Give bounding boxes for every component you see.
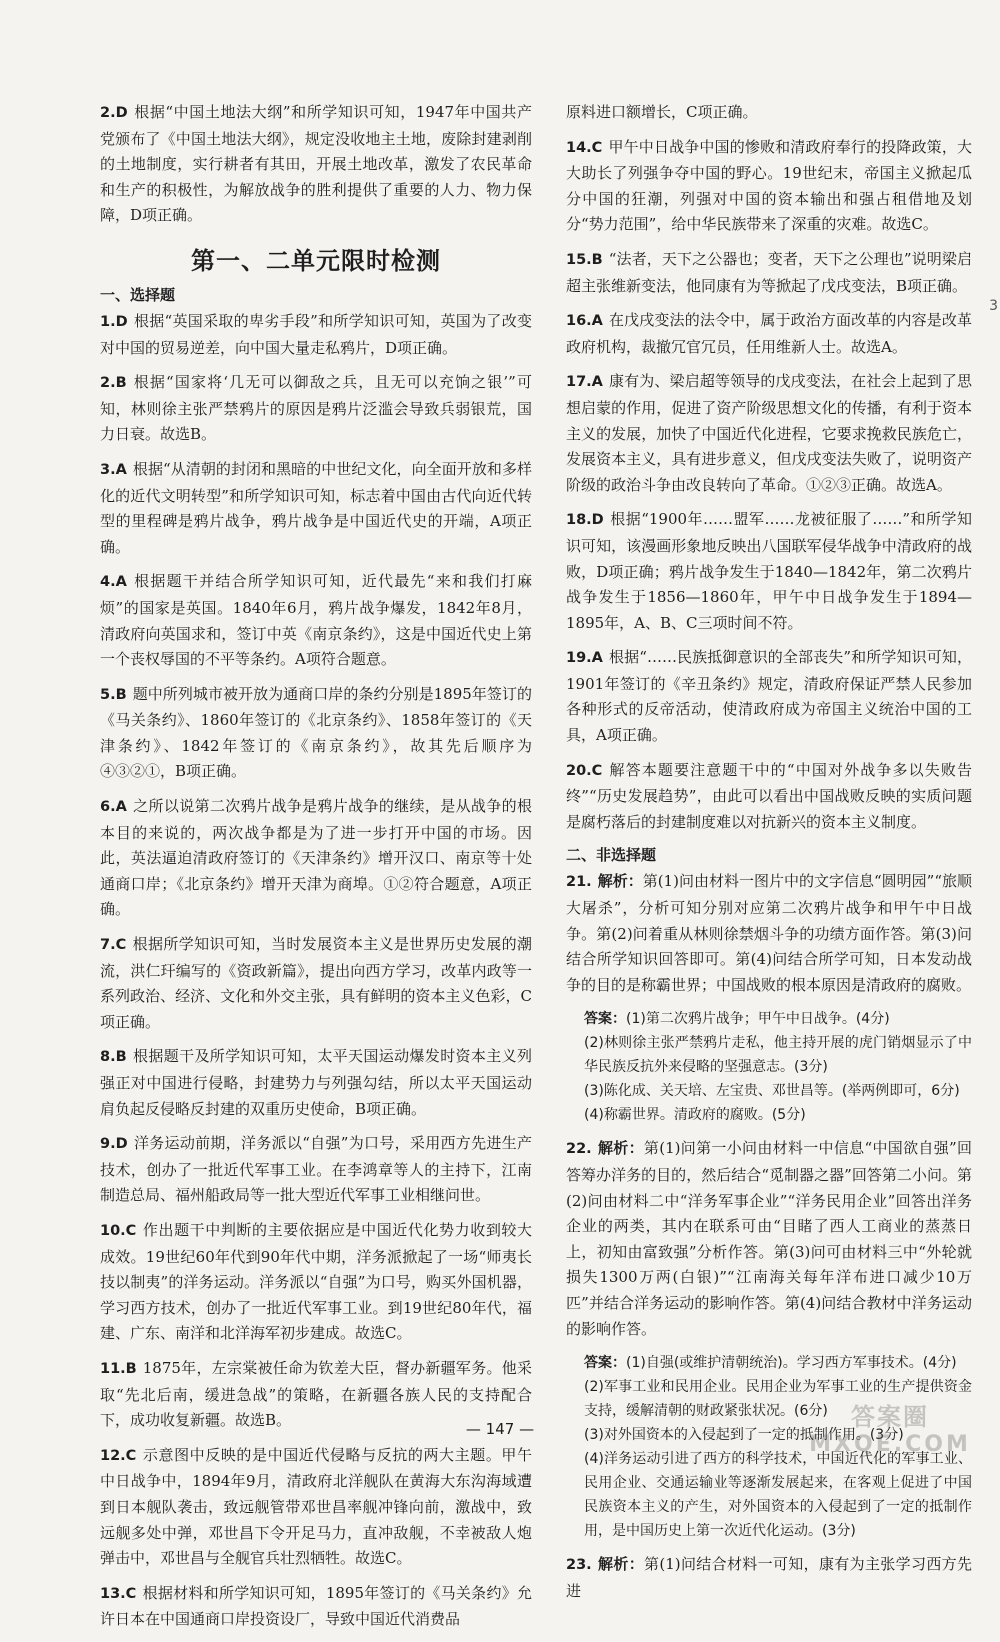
answer-item: 14.C 甲午中日战争中国的惨败和清政府奉行的投降政策，大大助长了列强争夺中国的野心。19世纪末，帝国主义掀起瓜分中国的狂潮，列强对中国的资本输出和强占租借地及划分“势力范围”，给中华民族带来了深重的灾难。故选C。 (566, 137, 972, 234)
answer-item: 8.B 根据题干及所学知识可知，太平天国运动爆发时资本主义列强正对中国进行侵略，封建势力与列强勾结，所以太平天国运动肩负起反侵略反封建的双重历史使命，B项正确。 (100, 1047, 532, 1118)
answer-item: 1.D 根据“英国采取的卑劣手段”和所学知识可知，英国为了改变对中国的贸易逆差，向中国大量走私鸦片，D项正确。 (100, 311, 532, 357)
answer-item: 11.B 1875年，左宗棠被任命为钦差大臣，督办新疆军务。他采取“先北后南，缓进急战”的策略，在新疆各族人民的支持配合下，成功收复新疆。故选B。 (100, 1358, 532, 1430)
question-22-answer: (2)军事工业和民用企业。民用企业为军事工业的生产提供资金支持，缓解清朝的财政紧张状况。(6分) (584, 1379, 972, 1420)
watermark-logo: 答案圈 MXQE.COM (809, 1403, 971, 1457)
page-number: — 147 — (465, 1420, 535, 1438)
right-column (566, 100, 972, 1613)
continued-text: 原料进口额增长，C项正确。 (566, 103, 758, 121)
answer-item: 9.D 洋务运动前期，洋务派以“自强”为口号，采用西方先进生产技术，创办了一批近代军事工业。在李鸿章等人的主持下，江南制造总局、福州船政局等一批大型近代军事工业相继问世。 (100, 1134, 532, 1205)
answer-item: 16.A 在戊戌变法的法令中，属于政治方面改革的内容是改革政府机构，裁撤冗官冗员，任用维新人士。故选A。 (566, 311, 972, 356)
question-22-analysis: 22. 解析：第(1)问第一小问由材料一中信息“中国欲自强”回答筹办洋务的目的，然后结合“觅制器之器”回答第二小问。第(2)问由材料二中“洋务军事企业”“洋务民用企业”回答出洋务企业的两类，其内在联系可由“目睹了西人工商业的蒸蒸日上，初知由富致强”分析作答。第(3)问可由材料三中“外轮就损失1300万两(白银)”“江南海关每年洋布进口减少10万匹”并结合洋务运动的影响作答。第(4)问结合教材中洋务运动的影响作答。 (566, 1139, 972, 1338)
question-21-answer: (3)陈化成、关天培、左宝贵、邓世昌等。(举两例即可，6分) (584, 1083, 960, 1100)
question-22-answer: (4)洋务运动引进了西方的科学技术，中国近代化的军事工业、民用企业、交通运输业等逐渐发展起来，在客观上促进了中国民族资本主义的产生，对外国资本的入侵起到了一定的抵制作用，是中国历史上第一次近代化运动。(3分) (584, 1451, 972, 1540)
question-22-answer: 答案：(1)自强(或维护清朝统治)。学习西方军事技术。(4分) (584, 1355, 957, 1372)
answer-item: 2.B 根据“国家将‘几无可以御敌之兵，且无可以充饷之银’”可知，林则徐主张严禁鸦片的原因是鸦片泛滥会导致兵弱银荒，国力日衰。故选B。 (100, 373, 532, 444)
answer-item: 13.C 根据材料和所学知识可知，1895年签订的《马关条约》允许日本在中国通商口岸投资设厂，导致中国近代消费品 (100, 1583, 532, 1629)
answer-item: 19.A 根据“……民族抵御意识的全部丧失”和所学知识可知，1901年签订的《辛丑条约》规定，清政府保证严禁人民参加各种形式的反帝活动，使清政府成为帝国主义统治中国的工具，A项正确。 (566, 648, 972, 745)
answer-item: 12.C 示意图中反映的是中国近代侵略与反抗的两大主题。甲午中日战争中，1894年9月，清政府北洋舰队在黄海大东沟海域遭到日本舰队袭击，致远舰管带邓世昌率舰冲锋向前，激战中，致远舰多处中弹，邓世昌下令开足马力，直冲敌舰，不幸被敌人炮弹击中，邓世昌与全舰官兵壮烈牺牲。故选C。 (100, 1445, 532, 1568)
section-heading-nonchoice: 二、非选择题 (566, 846, 657, 865)
question-23-analysis: 23. 解析：第(1)问结合材料一可知，康有为主张学习西方先进 (566, 1555, 972, 1600)
answer-item: 3.A 根据“从清朝的封闭和黑暗的中世纪文化，向全面开放和多样化的近代文明转型”和所学知识可知，标志着中国由古代向近代转型的里程碑是鸦片战争，鸦片战争是中国近代史的开端，A项正确。 (100, 459, 532, 556)
edge-mark: 3 (989, 298, 998, 314)
question-21-analysis: 21. 解析：第(1)问由材料一图片中的文字信息“圆明园”“旅顺大屠杀”，分析可知分别对应第二次鸦片战争和甲午中日战争。第(2)问着重从林则徐禁烟斗争的功绩方面作答。第(3)问结合所学知识回答即可。第(4)问结合所学可知，日本发动战争的目的是称霸世界；中国战败的根本原因是清政府的腐败。 (566, 872, 972, 994)
answer-item: 18.D 根据“1900年……盟军……龙被征服了……”和所学知识可知，该漫画形象地反映出八国联军侵华战争中清政府的战败，D项正确；鸦片战争发生于1840—1842年，第二次鸦片战争发生于1856—1860年，甲午中日战争发生于1894—1895年，A、B、C三项时间不符。 (566, 510, 972, 632)
question-21-answer: (2)林则徐主张严禁鸦片走私，他主持开展的虎门销烟显示了中华民族反抗外来侵略的坚强意志。(3分) (584, 1035, 972, 1076)
unit-test-title: 第一、二单元限时检测 (191, 246, 441, 275)
question-21-answer: 答案：(1)第二次鸦片战争；甲午中日战争。(4分) (584, 1011, 890, 1028)
answer-item: 15.B “法者，天下之公器也；变者，天下之公理也”说明梁启超主张维新变法，他同康有为等掀起了戊戌变法，B项正确。 (566, 249, 972, 295)
answer-item: 20.C 解答本题要注意题干中的“中国对外战争多以失败告终”“历史发展趋势”，由此可以看出中国战败反映的实质问题是腐朽落后的封建制度难以对抗新兴的资本主义制度。 (566, 760, 972, 831)
answer-item: 5.B 题中所列城市被开放为通商口岸的条约分别是1895年签订的《马关条约》、1860年签订的《北京条约》、1858年签订的《天津条约》、1842年签订的《南京条约》，故其先后顺序为④③②①，B项正确。 (100, 684, 532, 781)
answer-item: 7.C 根据所学知识可知，当时发展资本主义是世界历史发展的潮流，洪仁玕编写的《资政新篇》，提出向西方学习，改革内政等一系列政治、经济、文化和外交主张，具有鲜明的资本主义色彩，C项正确。 (100, 935, 532, 1031)
answer-item: 17.A 康有为、梁启超等领导的戊戌变法，在社会上起到了思想启蒙的作用，促进了资产阶级思想文化的传播，有利于资本主义的发展，加快了中国近代化进程，它要求挽救民族危亡，发展资本主义，具有进步意义，但戊戌变法失败了，说明资产阶级的政治斗争由改良转向了革命。①②③正确。故选A。 (566, 372, 972, 494)
answer-item: 10.C 作出题干中判断的主要依据应是中国近代化势力收到较大成效。19世纪60年代到90年代中期，洋务派掀起了一场“师夷长技以制夷”的洋务运动。洋务派以“自强”为口号，购买外国机器，学习西方技术，创办了一批近代军事工业。到19世纪80年代，福建、广东、南洋和北洋海军初步建成。故选C。 (100, 1220, 532, 1343)
answer-item: 2.D 根据“中国土地法大纲”和所学知识可知，1947年中国共产党颁布了《中国土地法大纲》，规定没收地主土地，废除封建剥削的土地制度，实行耕者有其田，开展土地改革，激发了农民革命和生产的积极性，为解放战争的胜利提供了重要的人力、物力保障，D项正确。 (100, 103, 532, 225)
answer-item: 6.A 之所以说第二次鸦片战争是鸦片战争的继续，是从战争的根本目的来说的，两次战争都是为了进一步打开中国的市场。因此，英法逼迫清政府签订的《天津条约》增开汉口、南京等十处通商口岸；《北京条约》增开天津为商埠。①②符合题意，A项正确。 (100, 797, 532, 919)
left-column (100, 100, 532, 1642)
section-heading-choice: 一、选择题 (100, 285, 176, 304)
answer-item: 4.A 根据题干并结合所学知识可知，近代最先“来和我们打麻烦”的国家是英国。1840年6月，鸦片战争爆发，1842年8月，清政府向英国求和，签订中英《南京条约》，这是中国近代史上第一个丧权辱国的不平等条约。A项符合题意。 (100, 572, 532, 669)
question-22-answer: (3)对外国资本的入侵起到了一定的抵制作用。(3分) (584, 1427, 904, 1444)
question-21-answer: (4)称霸世界。清政府的腐败。(5分) (584, 1107, 806, 1124)
